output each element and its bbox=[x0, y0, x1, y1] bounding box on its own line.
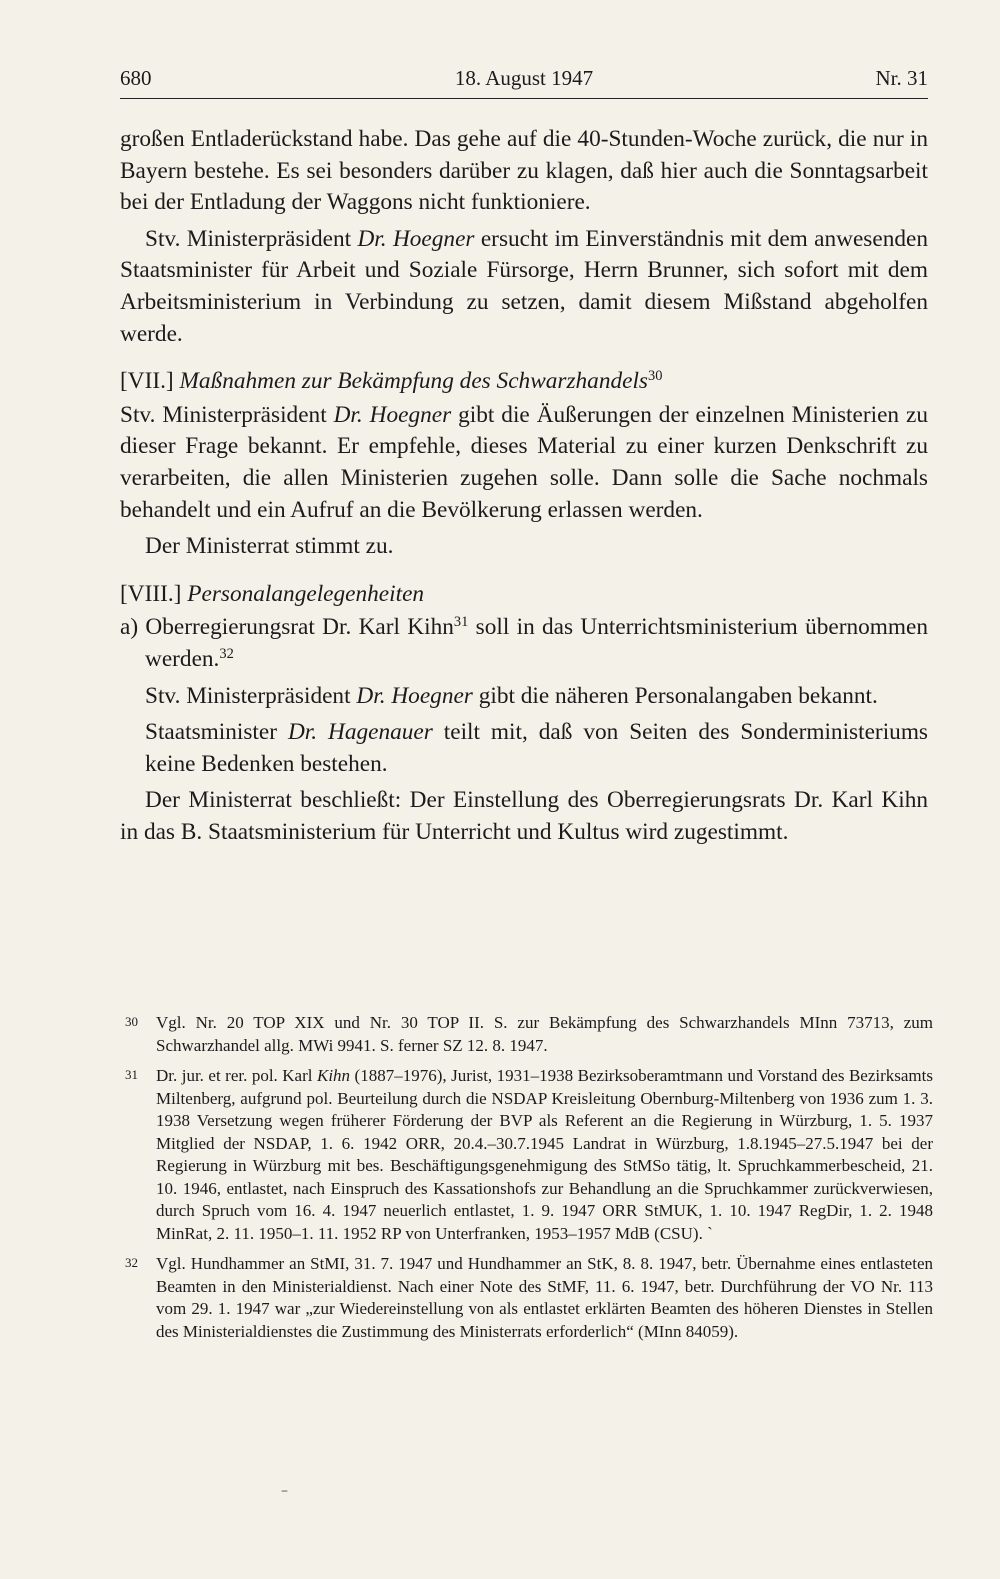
text-run: Dr. bbox=[356, 682, 386, 709]
footnote-number: 31 bbox=[125, 1067, 138, 1082]
footnote-number: 32 bbox=[125, 1255, 138, 1270]
section-number: [VIII.] bbox=[120, 580, 182, 607]
footnotes bbox=[125, 1012, 933, 1351]
footnote-30 bbox=[125, 1012, 933, 1057]
page-number: 680 bbox=[120, 66, 152, 90]
running-header bbox=[120, 64, 928, 99]
paragraph bbox=[120, 717, 928, 780]
paragraph: Der Ministerrat beschließt: Der Einstellung des Oberregierungsrats Dr. Karl Kihn in das B. Staatsministerium für Unterricht und Kultus wird zugestimmt. bbox=[120, 787, 928, 845]
footnote-ref: 31 bbox=[453, 614, 469, 631]
person-name: Kihn bbox=[316, 1066, 351, 1085]
section-heading-viii bbox=[120, 579, 928, 611]
section-title: Personalangelegenheiten bbox=[187, 580, 425, 607]
footnote-ref: 30 bbox=[648, 368, 663, 385]
issue-number: Nr. 31 bbox=[875, 66, 928, 90]
footnote-text: Vgl. Nr. 20 TOP XIX und Nr. 30 TOP II. S. zur Bekämpfung des Schwarzhandels MInn 73713, zum Schwarzhandel allg. MWi 9941. S. ferner SZ 12. 8. 1947. bbox=[156, 1013, 933, 1055]
text-run: Dr. bbox=[287, 719, 318, 746]
text-run: gibt die näheren Personalangaben bekannt. bbox=[472, 682, 878, 709]
person-name: Hoegner bbox=[385, 682, 473, 709]
paragraph: großen Entladerückstand habe. Das gehe auf die 40-Stunden-Woche zurück, die nur in Bayern bestehe. Es sei besonders darüber zu klagen, daß hier auch die Sonntagsarbeit bei der Entladung der Waggons nicht funktioniere. bbox=[120, 126, 928, 216]
text-run: Dr. bbox=[333, 401, 363, 428]
paragraph bbox=[120, 400, 928, 526]
footnote-text: Dr. jur. et rer. pol. Karl bbox=[156, 1066, 317, 1085]
text-run: Stv. Ministerpräsident bbox=[145, 225, 358, 252]
footnote-text: Vgl. Hundhammer an StMI, 31. 7. 1947 und Hundhammer an StK, 8. 8. 1947, betr. Übernahme eines entlasteten Beamten in den Ministerialdienst. Nach einer Note des StMF, 11. 6. 1947, betr. Durchführung der VO Nr. 113 vom 29. 1. 1947 war „zur Wiedereinstellung von als entlastet erklärten Beamten des höheren Dienstes in Stellen des Ministerialdienstes die Zustimmung des Ministerrats erforderlich“ (MInn 84059). bbox=[156, 1254, 933, 1341]
paragraph bbox=[120, 224, 928, 350]
footnote-number: 30 bbox=[125, 1014, 138, 1029]
text-run: Dr. bbox=[357, 225, 387, 252]
section-number: [VII.] bbox=[120, 368, 174, 395]
section-title: Maßnahmen zur Bekämpfung des Schwarzhandels bbox=[179, 368, 648, 395]
text-run: a) Oberregierungsrat Dr. Karl Kihn bbox=[120, 614, 454, 641]
text-run: ersucht im Einverständnis mit dem anwesenden Staatsminister für Arbeit und Soziale Fürsorge, Herrn Brunner, sich sofort mit dem Arbeitsministerium in Verbindung zu setzen, damit diesem Mißstand abgeholfen werde. bbox=[120, 225, 928, 347]
text-run: soll in das Unterrichtsministerium übernommen werden. bbox=[145, 614, 928, 672]
person-name: Hoegner bbox=[362, 401, 452, 428]
person-name: Hagenauer bbox=[317, 719, 433, 746]
text-run: Stv. Ministerpräsident bbox=[145, 682, 357, 709]
stray-mark: ` bbox=[707, 1223, 713, 1243]
section-heading-vii bbox=[120, 366, 928, 398]
list-item-a bbox=[120, 612, 928, 675]
paragraph bbox=[120, 681, 928, 713]
footnote-text: (1887–1976), Jurist, 1931–1938 Bezirksoberamtmann und Vorstand des Bezirksamts Miltenberg, aufgrund pol. Beurteilung durch die NSDAP Kreisleitung Obernburg-Miltenberg von 1936 zum 1. 3. 1938 Versetzung wegen früherer Förderung der BVP als Referent an die Regierung in Würzburg, 1. 5. 1937 Mitglied der NSDAP, 1. 6. 1942 ORR, 20.4.–30.7.1945 Landrat in Würzburg, 1.8.1945–27.5.1947 bei der Regierung in Würzburg mit bes. Beschäftigungsgenehmigung des StMSo tätig, lt. Spruchkammerbescheid, 21. 10. 1946, entlastet, nach Einspruch des Kassationshofs zur Behandlung an die Spruchkammer zurückverwiesen, durch Spruch vom 16. 4. 1947 neuerlich entlastet, 1. 9. 1947 ORR StMUK, 1. 10. 1947 RegDir, 1. 2. 1948 MinRat, 2. 11. 1950–1. 11. 1952 RP von Unterfranken, 1953–1957 MdB (CSU). bbox=[156, 1066, 933, 1243]
text-run: gibt die Äußerungen der einzelnen Ministerien zu dieser Frage bekannt. Er empfehle, dieses Material zu einer kurzen Denkschrift zu verarbeiten, die allen Ministerien zugehen solle. Dann solle die Sache nochmals behandelt und ein Aufruf an die Bevölkerung erlassen werden. bbox=[120, 401, 928, 523]
footnote-ref: 32 bbox=[219, 645, 234, 662]
bottom-mark: – bbox=[281, 1483, 288, 1499]
text-run: Staatsminister bbox=[145, 719, 288, 746]
text-run: Stv. Ministerpräsident bbox=[120, 401, 334, 428]
main-text bbox=[120, 124, 928, 853]
footnote-31 bbox=[125, 1065, 933, 1245]
footnote-32 bbox=[125, 1253, 933, 1343]
paragraph: Der Ministerrat stimmt zu. bbox=[145, 533, 394, 560]
text-run: teilt mit, daß von Seiten des Sonderministeriums keine Bedenken bestehen. bbox=[145, 719, 929, 777]
header-date: 18. August 1947 bbox=[454, 66, 594, 90]
person-name: Hoegner bbox=[386, 225, 475, 252]
